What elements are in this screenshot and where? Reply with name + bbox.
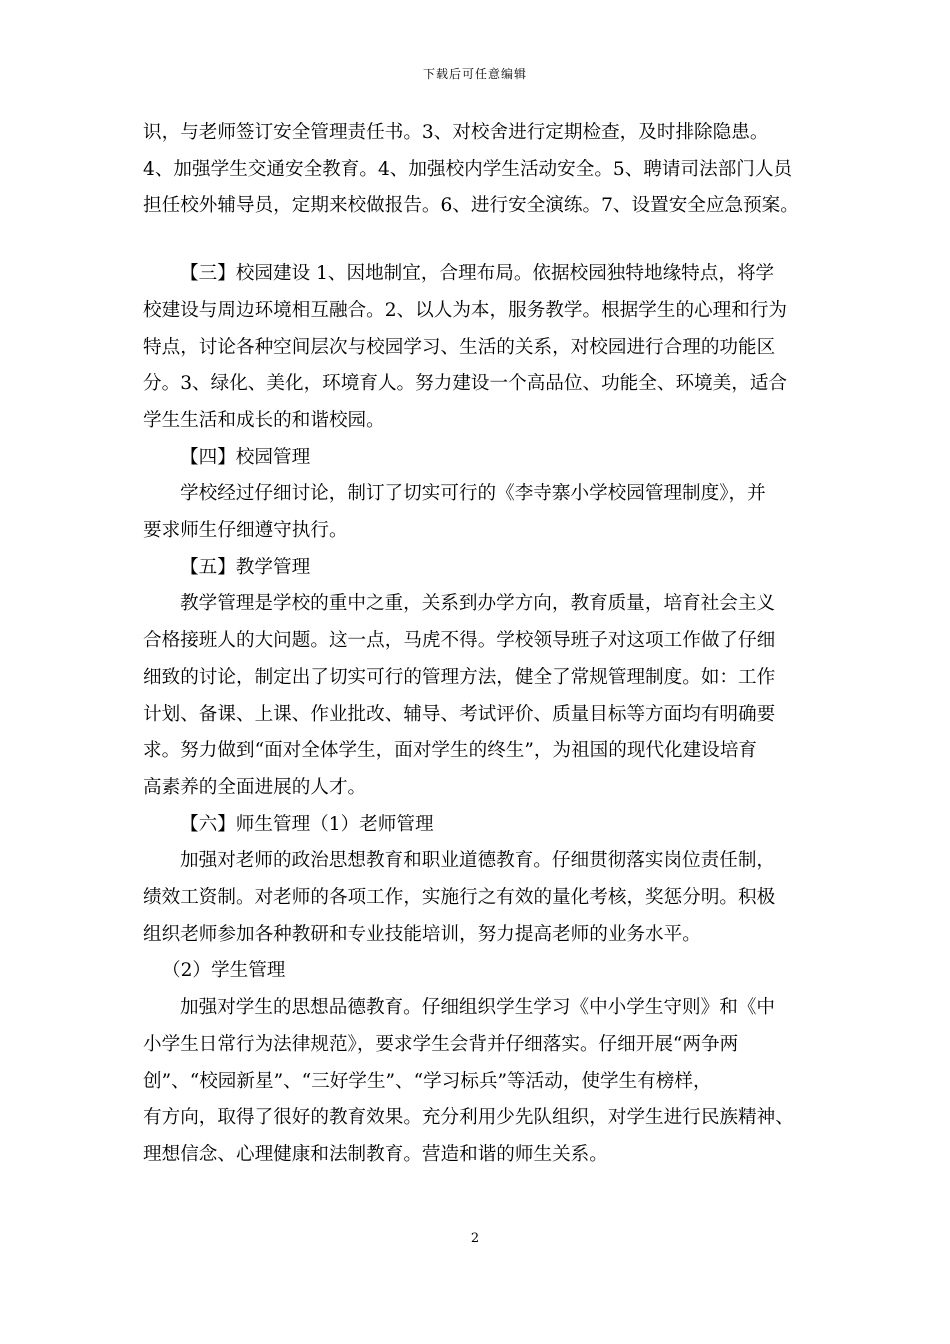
section-heading-teacher-student-management — [143, 807, 823, 844]
text-line: 校建设与周边环境相互融合。2、以人为本，服务教学。根据学生的心理和行为 — [143, 299, 788, 321]
text-line: 细致的讨论，制定出了切实可行的管理方法，健全了常规管理制度。如：工作 — [143, 666, 776, 688]
text-line: 要求师生仔细遵守执行。 — [143, 520, 348, 542]
text-line: 求。努力做到“面对全体学生，面对学生的终生”，为祖国的现代化建设培育 — [143, 740, 758, 762]
text-line: 担任校外辅导员，定期来校做报告。6、进行安全演练。7、设置安全应急预案。 — [143, 195, 799, 217]
text-line: 4、加强学生交通安全教育。4、加强校内学生活动安全。5、聘请司法部门人员 — [143, 158, 793, 180]
paragraph-safety-continued — [143, 115, 823, 225]
section-heading-campus-management — [143, 440, 823, 477]
text-line: 有方向，取得了很好的教育效果。充分利用少先队组织，对学生进行民族精神、 — [143, 1107, 794, 1129]
document-body — [143, 115, 823, 1174]
page-header-note: 下载后可任意编辑 — [422, 67, 527, 81]
text-line: 绩效工资制。对老师的各项工作，实施行之有效的量化考核，奖惩分明。积极 — [143, 887, 776, 909]
text-line: 创”、“校园新星”、“三好学生”、“学习标兵”等活动，使学生有榜样， — [143, 1070, 712, 1092]
paragraph-teacher-management — [143, 843, 823, 953]
text-line: （2）学生管理 — [162, 960, 286, 982]
text-line: 【五】教学管理 — [180, 556, 311, 578]
text-line: 识，与老师签订安全管理责任书。3、对校舍进行定期检查，及时排除隐患。 — [143, 122, 769, 143]
text-line: 计划、备课、上课、作业批改、辅导、考试评价、质量目标等方面均有明确要 — [143, 703, 776, 725]
text-line: 学生生活和成长的和谐校园。 — [143, 409, 385, 431]
subsection-heading-student-management — [143, 953, 823, 990]
text-line: 组织老师参加各种教研和专业技能培训，努力提高老师的业务水平。 — [143, 923, 701, 945]
paragraph-campus-construction — [143, 256, 823, 440]
text-line: 分。3、绿化、美化，环境育人。努力建设一个高品位、功能全、环境美，适合 — [143, 373, 788, 395]
paragraph-teaching-management — [143, 586, 823, 806]
text-line: 理想信念、心理健康和法制教育。营造和谐的师生关系。 — [143, 1143, 608, 1165]
text-line: 【四】校园管理 — [180, 446, 311, 468]
text-line: 教学管理是学校的重中之重，关系到办学方向，教育质量，培育社会主义 — [180, 593, 776, 615]
text-line: 加强对学生的思想品德教育。仔细组织学生学习《中小学生守则》和《中 — [180, 997, 776, 1019]
text-line: 小学生日常行为法律规范》，要求学生会背并仔细落实。仔细开展“两争两 — [143, 1033, 739, 1055]
text-line: 【六】师生管理（1）老师管理 — [180, 813, 434, 835]
text-line: 加强对老师的政治思想教育和职业道德教育。仔细贯彻落实岗位责任制， — [180, 850, 776, 872]
text-line: 【三】校园建设 1、因地制宜，合理布局。依据校园独特地缘特点，将学 — [180, 263, 775, 285]
text-line: 高素养的全面进展的人才。 — [143, 776, 367, 798]
section-heading-teaching-management — [143, 550, 823, 587]
text-line: 特点，讨论各种空间层次与校园学习、生活的关系，对校园进行合理的功能区 — [143, 336, 776, 358]
paragraph-student-management — [143, 990, 823, 1174]
paragraph-campus-management — [143, 476, 823, 549]
text-line: 合格接班人的大问题。这一点，马虎不得。学校领导班子对这项工作做了仔细 — [143, 630, 776, 652]
page-number: 2 — [470, 1231, 480, 1246]
text-line: 学校经过仔细讨论，制订了切实可行的《李寺寨小学校园管理制度》，并 — [180, 483, 766, 505]
